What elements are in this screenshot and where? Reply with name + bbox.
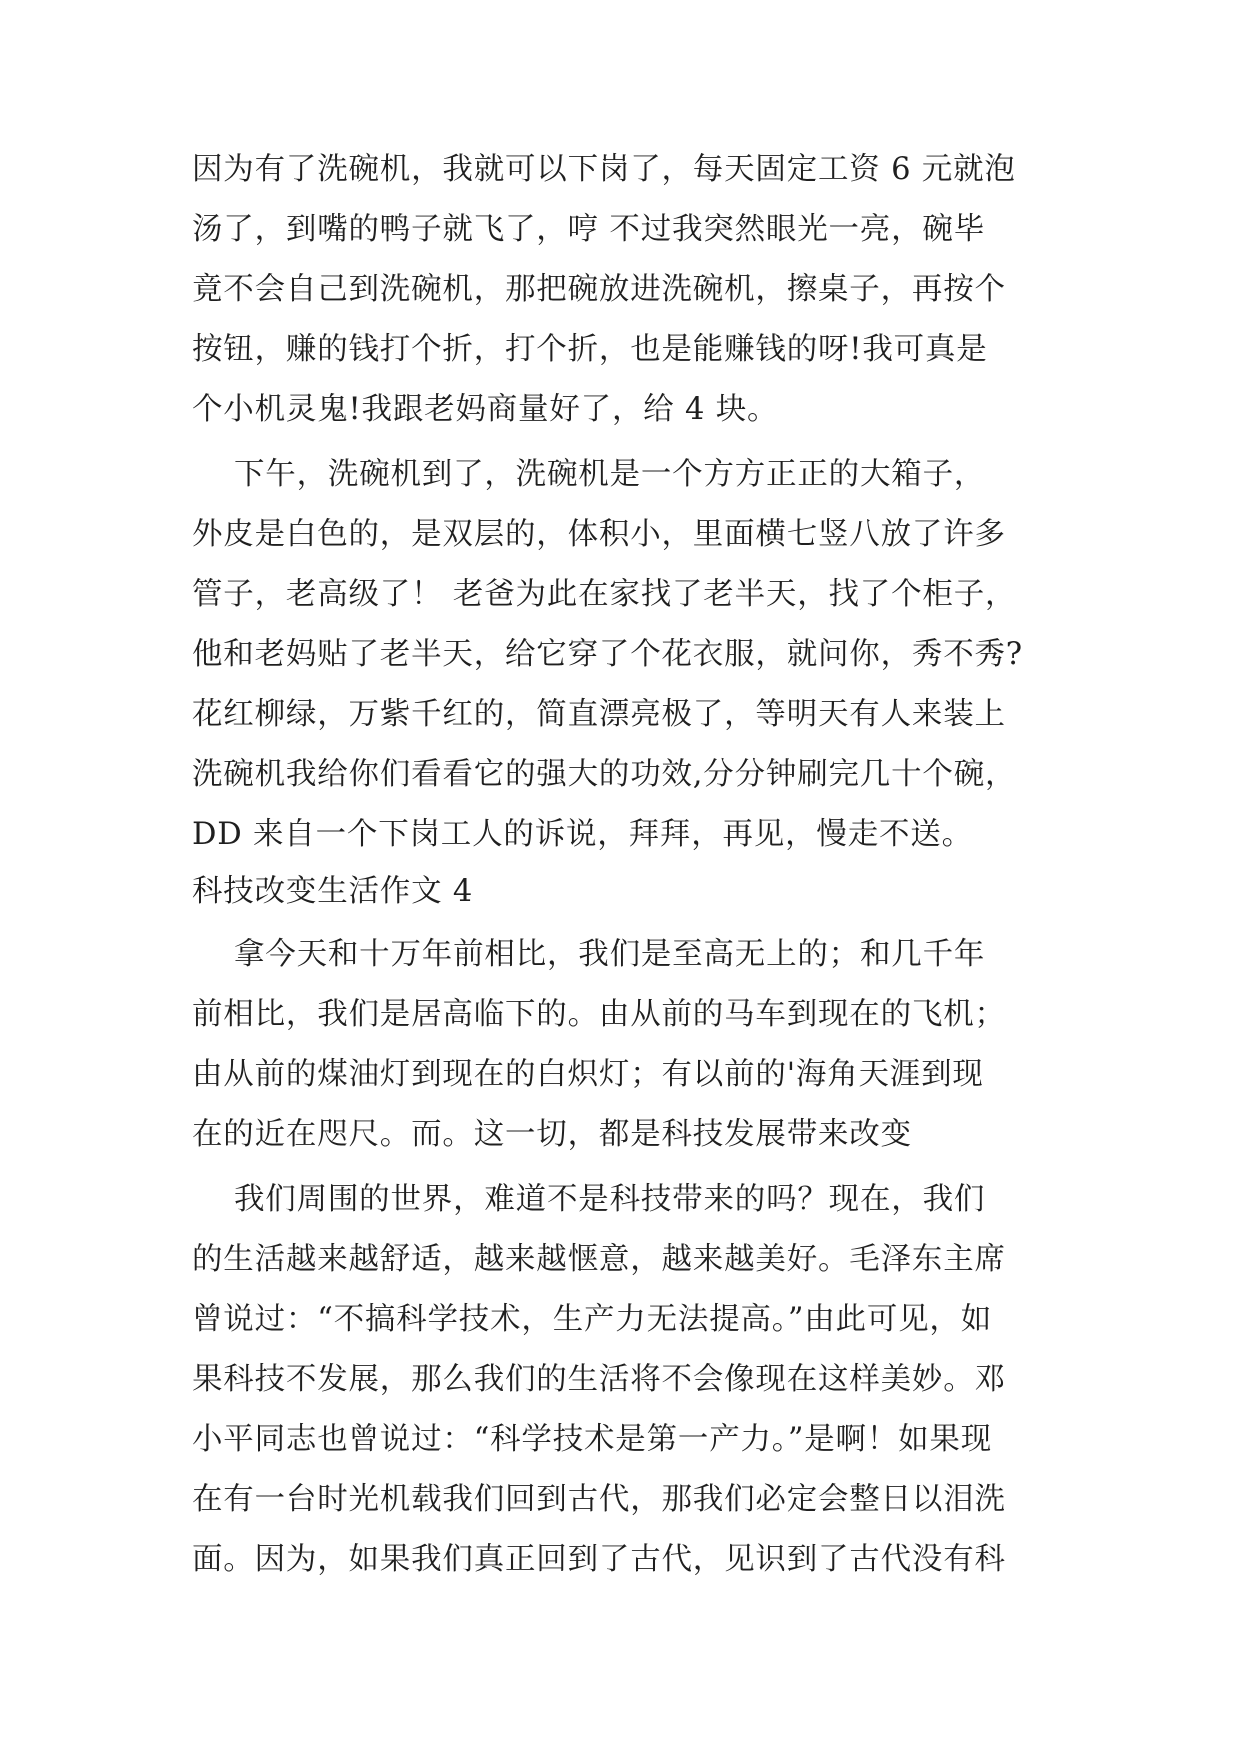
paragraph-line: 前相比，我们是居高临下的。由从前的马车到现在的飞机； [192,997,1006,1032]
paragraph-line: 洗碗机我给你们看看它的强大的功效,分分钟刷完几十个碗， [192,757,1017,792]
section-heading: 科技改变生活作文 4 [192,874,474,909]
paragraph-line: 个小机灵鬼!我跟老妈商量好了，给 4 块。 [192,392,779,427]
paragraph-line: 汤了，到嘴的鸭子就飞了，哼 不过我突然眼光一亮，碗毕 [192,212,985,247]
paragraph-line: 面。因为，如果我们真正回到了古代，见识到了古代没有科 [192,1542,1006,1577]
paragraph-line: DD 来自一个下岗工人的诉说，拜拜，再见，慢走不送。 [192,817,973,852]
paragraph-line: 曾说过：“不搞科学技术，生产力无法提高。”由此可见，如 [192,1302,993,1337]
paragraph-line: 的生活越来越舒适，越来越惬意，越来越美好。毛泽东主席 [192,1242,1006,1277]
paragraph-line: 管子，老高级了！ 老爸为此在家找了老半天，找了个柜子， [192,577,1017,612]
paragraph-line: 按钮，赚的钱打个折，打个折，也是能赚钱的呀!我可真是 [192,332,988,367]
paragraph-line: 拿今天和十万年前相比，我们是至高无上的；和几千年 [192,937,986,972]
paragraph-line: 花红柳绿，万紫千红的，简直漂亮极了，等明天有人来装上 [192,697,1006,732]
paragraph-line: 由从前的煤油灯到现在的白炽灯；有以前的'海角天涯到现 [192,1057,984,1092]
paragraph-line: 在的近在咫尺。而。这一切，都是科技发展带来改变 [192,1117,912,1152]
paragraph-line: 外皮是白色的，是双层的，体积小，里面横七竖八放了许多 [192,517,1006,552]
paragraph-line: 在有一台时光机载我们回到古代，那我们必定会整日以泪洗 [192,1482,1006,1517]
paragraph-line: 小平同志也曾说过：“科学技术是第一产力。”是啊！如果现 [192,1422,993,1457]
paragraph-line: 因为有了洗碗机，我就可以下岗了，每天固定工资 6 元就泡 [192,152,1016,187]
paragraph-line: 下午，洗碗机到了，洗碗机是一个方方正正的大箱子， [192,457,986,492]
paragraph-line: 他和老妈贴了老半天，给它穿了个花衣服，就问你，秀不秀? [192,637,1023,672]
paragraph-line: 我们周围的世界，难道不是科技带来的吗？现在，我们 [192,1182,986,1217]
paragraph-line: 竟不会自己到洗碗机，那把碗放进洗碗机，擦桌子，再按个 [192,272,1006,307]
paragraph-line: 果科技不发展，那么我们的生活将不会像现在这样美妙。邓 [192,1362,1006,1397]
